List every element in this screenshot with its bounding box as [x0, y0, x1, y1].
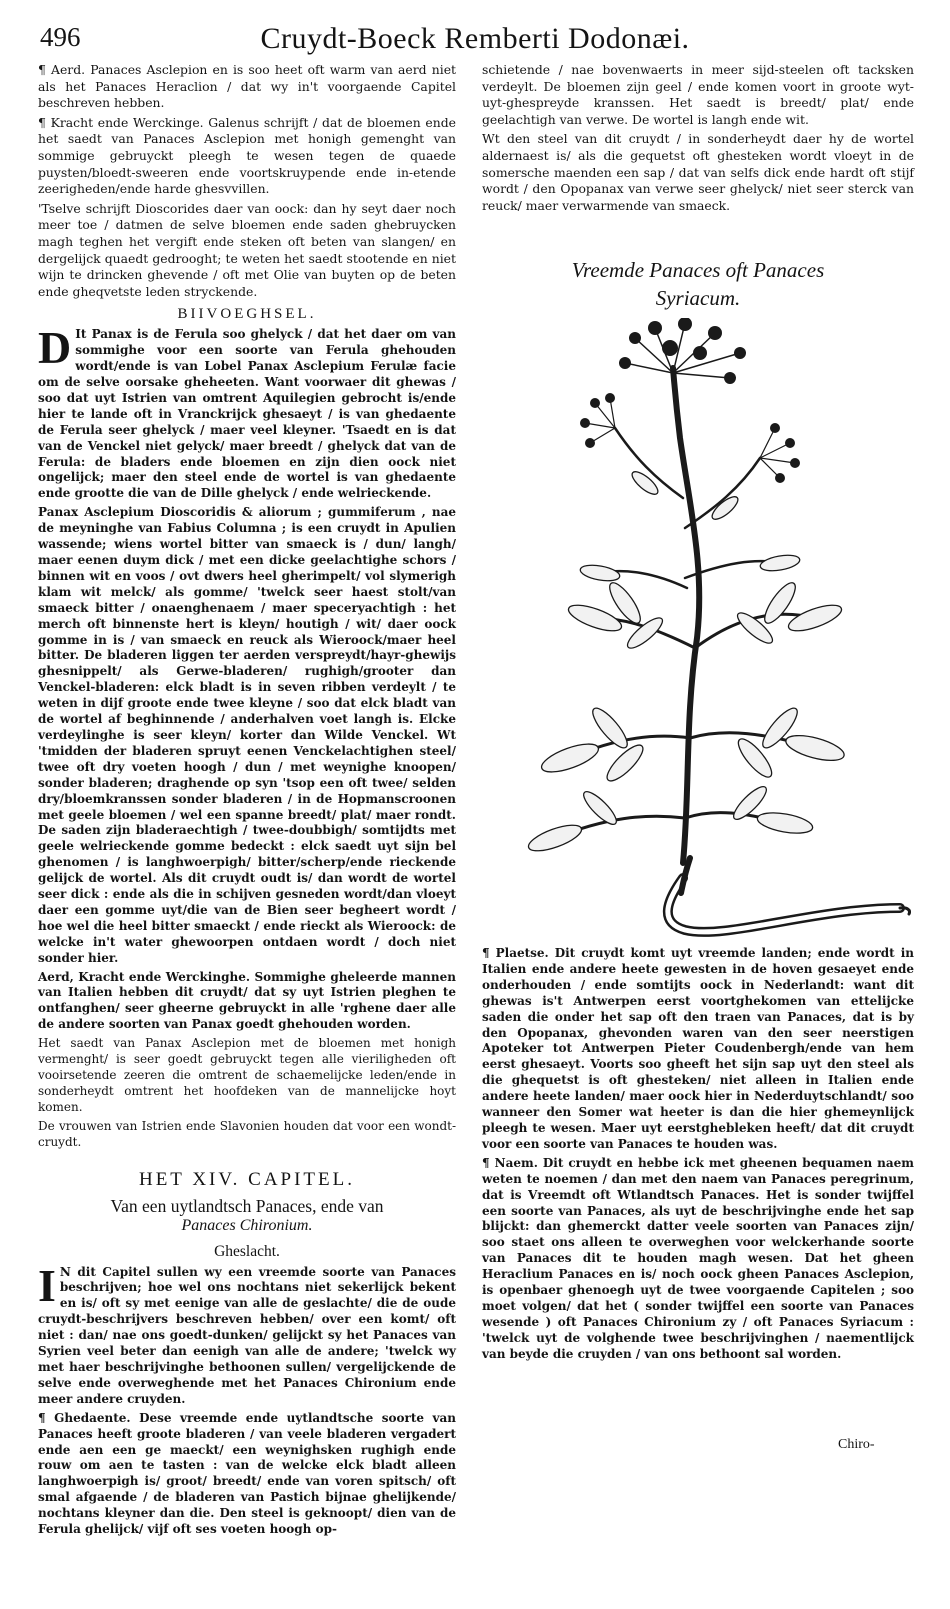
chapter-subtitle: Panaces Chironium.	[181, 1216, 313, 1234]
plant-woodcut-illustration	[515, 318, 911, 944]
paragraph-bijvoeghsel-5: De vrouwen van Istrien ende Slavonien houden dat voor een wondt-cruydt.	[38, 1118, 456, 1149]
subheading-gheslacht: Gheslacht.	[214, 1242, 280, 1260]
left-column	[38, 62, 456, 1541]
catchword: Chiro-	[838, 1437, 875, 1452]
caption-line: Syriacum.	[655, 286, 741, 310]
chapter-title: Van een uytlandtsch Panaces, ende van	[110, 1195, 384, 1216]
paragraph-bijvoeghsel-2: Panax Asclepium Dioscoridis & aliorum ; gummiferum , nae de meyninghe van Fabius Columna ; is een cruydt in Apulien wassende; wiens wortel bitter van smaeck is / dun/ langh/ maer eenen duym dick / met een dicke geelachtighe schors / binnen wit en voos / ovt dwers heel gherimpelt/ vol slymerigh klam wit melck/ als gomme/ 'twelck seer haest stolt/van smaeck bitter / onaenghenaem / maer speceryachtigh : het merch oft binnenste hert is kleyn/ houtigh / wit/ daer oock gomme in is / van smaeck en reuck als Wieroock/maer heel bitter. De bladeren liggen ter aerden verspreydt/hayr-ghewijs ghesnippelt/ als Gerwe-bladeren/ rughigh/grooter dan Venckel-bladeren: elck bladt is in seven ribben verdeylt / te weten in dijf groote ende twee kleyne / soo dat elck bladt van de wortel af beghinnende / anderhalven voet langh is. Elcke verdeylinghe is seer kleyn/ korter dan Wilde Venckel. Wt 'tmidden der bladeren spruyt eenen Venckelachtighen steel/ twee oft dry voeten hoogh / dun / met weynighe knoopen/ sonder bladeren; draghende op syn 'tsop een oft twee/ selden dry/bloemkranssen sonder bladeren / in de Hopmanscroonen met geele bloemen / wel een spanne breedt/ plat/ maer rondt. De saden zijn bladeraechtigh / twee-doubbigh/ somtijdts met geele welrieckende gomme bedeckt : elck saedt uyt sijn bel ghenomen / is langhwoerpigh/ bitter/scherp/ende rieckende gelijck de wortel. Als dit cruydt oudt is/ dan wordt de wortel seer dick : ende als die in schijven gesneden wordt/dan vloeyt daer een gomme uyt/die van de Bien seer begheert wordt / hoe wel die heel bitter smaeckt / ende rieckt als Wieroock: de welcke in't water ghewoorpen ontdaen wordt / doch niet sonder hier.	[38, 505, 456, 965]
section-heading-bijvoeghsel: BIIVOEGHSEL.	[177, 306, 317, 323]
right-column-top	[482, 62, 914, 217]
paragraph-bijvoeghsel-4: Het saedt van Panax Asclepion met de bloemen met honigh vermenght/ is seer goedt gebruyckt tegen alle vieriligheden oft vooirsetende zeeren die omtrent de schaemelijcke leden/ende in sonderheydt omtrent het hoofdeken van de mannelijcke hoyt komen.	[38, 1036, 456, 1114]
paragraph-continued: schietende / nae bovenwaerts in meer sijd-steelen oft tacksken verdeylt. De bloemen zijn geel / ende komen voort in groote wyt-uyt-ghespreyde kranssen. Het saedt is breedt/ plat/ ende geelachtigh van verwe. De wortel is langh ende wit.	[482, 62, 914, 127]
paragraph-gheslacht	[38, 1259, 456, 1408]
root	[668, 878, 900, 932]
page-number: 496	[40, 22, 81, 52]
drop-cap: I	[38, 1259, 56, 1311]
paragraph-tselve: 'Tselve schrijft Dioscorides daer van oock: dan hy seyt daer noch meer toe / datmen de selve bloemen ende saden ghebruycken magh teghen het vergift ende steken oft beten van slangen/ en dergelijck quaedt gedrooght; te weten het saedt stootende en niet wijn te drincken ghevende / oft met Olie van buyten op de beten ende gheqvetste leden stryckende.	[38, 200, 456, 299]
running-title: Cruydt-Boeck Remberti Dodonæi.	[260, 22, 690, 55]
paragraph-naem: ¶ Naem. Dit cruydt en hebbe ick met gheenen bequamen naem weten te noemen / dan met den naem van Panaces peregrinum, dat is Vreemdt oft Wtlandtsch Panaces. Het is sonder twijffel een soorte van Panaces, als uyt de beschrijvinghe ende het sap blijckt: dan ghemerckt datter veele soorten van Panaces zijn/ soo staet ons alleen te overweghen voor welckerhande soorte van Panaces dit te houden magh wesen. Dat het gheen Heraclium Panaces en is/ noch oock gheen Panaces Asclepion, is openbaer ghenoegh uyt de twee voorgaende Capitelen ; soo moet volgen/ dat het ( sonder twijffel een soorte van Panaces wesende ) oft Panaces Chironium zy / oft Panaces Syriacum : 'twelck uyt de volghende twee beschrijvinghen / naementlijck van beyde die cruyden / van ons bethoont sal worden.	[482, 1155, 914, 1361]
chapter-heading: HET XIV. CAPITEL.	[138, 1168, 356, 1190]
caption-line: Vreemde Panaces oft Panaces	[571, 258, 825, 282]
paragraph-bijvoeghsel-3: Aerd, Kracht ende Werckinghe. Sommighe gheleerde mannen van Italien hebben dit cruydt/ dat sy uyt Istrien pleghen te ontfanghen/ seer gheerne gebruyckt in alle 'rghene daer alle de andere soorten van Panax goedt ghehouden worden.	[38, 969, 456, 1032]
paragraph-bijvoeghsel-1	[38, 322, 456, 502]
paragraph-text: It Panax is de Ferula soo ghelyck / dat het daer om van sommighe voor een soorte van Ferula ghehouden wordt/ende is van Lobel Panax Asclepium Ferulæ facie om de selve oorsake gheheeten. Want voorwaer dit ghewas / soo dat uyt Istrien van omtrent Aquilegien gebrocht is/ende hier te lande oft in Vranckrijck ghesaeyt / is van ghedaente de Ferula seer ghelyck / maer veel kleyner. 'Tsaedt en is dat van de Venckel niet gelyck/ maer breedt / ghelyck dat van de Ferula: de bladers ende bloemen en zijn dien oock niet ongelijck; maer den steel ende de wortel is van ghedaente ende grootte die van de Dille ghelyck / ende welrieckende.	[38, 327, 456, 501]
drop-cap: D	[38, 322, 72, 374]
paragraph-sap: Wt den steel van dit cruydt / in sonderheydt daer hy de wortel aldernaest is/ als die gequetst oft ghesteken wordt vloeyt in de somersche maenden een sap / dat van selfs dick ende hardt oft stijf wordt / den Opopanax van verwe seer ghelyck/ niet seer sterck van reuck/ maer verwarmende van smaeck.	[482, 131, 914, 213]
right-column-bottom	[482, 946, 914, 1366]
main-stem	[673, 368, 699, 863]
paragraph-plaetse: ¶ Plaetse. Dit cruydt komt uyt vreemde landen; ende wordt in Italien ende andere heete gewesten in de hoven gesaeyet ende onderhouden / ende somtijts oock in Nederlandt: want dit ghewas is't Antwerpen eerst voortghekomen van ettelijcke saden die onder het sap oft den traen van Panaces, dat is by den Opopanax, ghevonden waren van den seer neerstigen Apoteker tot Antwerpen Pieter Coudenbergh/ende van hem eerst ghesaeyt. Voorts soo gheeft het sijn sap uyt den steel als die ghequetst is oft ghesteken/ niet alleen in Italien ende andere heete landen/ maer oock hier in Nederduytschlandt/ soo wanneer den Somer wat heeter is dan die hier ghemeynlijck pleegh te wesen. Maer uyt eerstghebleken heeft/ dat dit cruydt voor een soorte van Panaces te houden was.	[482, 946, 914, 1151]
paragraph-aerd: ¶ Aerd. Panaces Asclepion en is soo heet oft warm van aerd niet als het Panaces Heraclion / dat wy in't voorgaende Capitel beschreven hebben.	[38, 62, 456, 111]
paragraph-kracht: ¶ Kracht ende Werckinge. Galenus schrijft / dat de bloemen ende het saedt van Panaces Asclepion met honigh gemenght van sommige gebruyckt pleegh te wesen tegen de quaede puysten/bloedt-sweeren ende voortskruypende ende in-etende zeerigheden/ende harde ghesvvillen.	[38, 114, 456, 197]
paragraph-ghedaente: ¶ Ghedaente. Dese vreemde ende uytlandtsche soorte van Panaces heeft groote bladeren / van veele bladeren vergadert ende aen een ge maeckt/ een weynighsken rughigh ende rouw om aen te tasten : van de welcke elck bladt alleen langhwoerpigh is/ groot/ breedt/ ende van voren spitsch/ oft smal afgaende / de bladeren van Pastich bijnae ghelijkende/ nochtans kleyner dan die. Den steel is geknoopt/ dien van de Ferula ghelijck/ vijf oft ses voeten hoogh op-	[38, 1410, 456, 1537]
paragraph-text: N dit Capitel sullen wy een vreemde soorte van Panaces beschrijven; hoe wel ons nochtans niet sekerlijck bekent en is/ oft sy met eenige van alle de geslachte/ die de oude cruydt-beschrijvers beschreven hebben/ over een komt/ oft niet : dan/ nae ons goedt-dunken/ gelijckt sy het Panaces van Syrien veel beter dan eenigh van alle de andere; 'twelck wy met haer beschrijvinghe bethoonen sullen/ vergelijckende de selve ende overweghende met het Panaces Chironium ende meer andere cruyden.	[38, 1264, 456, 1406]
illustration-caption	[482, 256, 914, 312]
